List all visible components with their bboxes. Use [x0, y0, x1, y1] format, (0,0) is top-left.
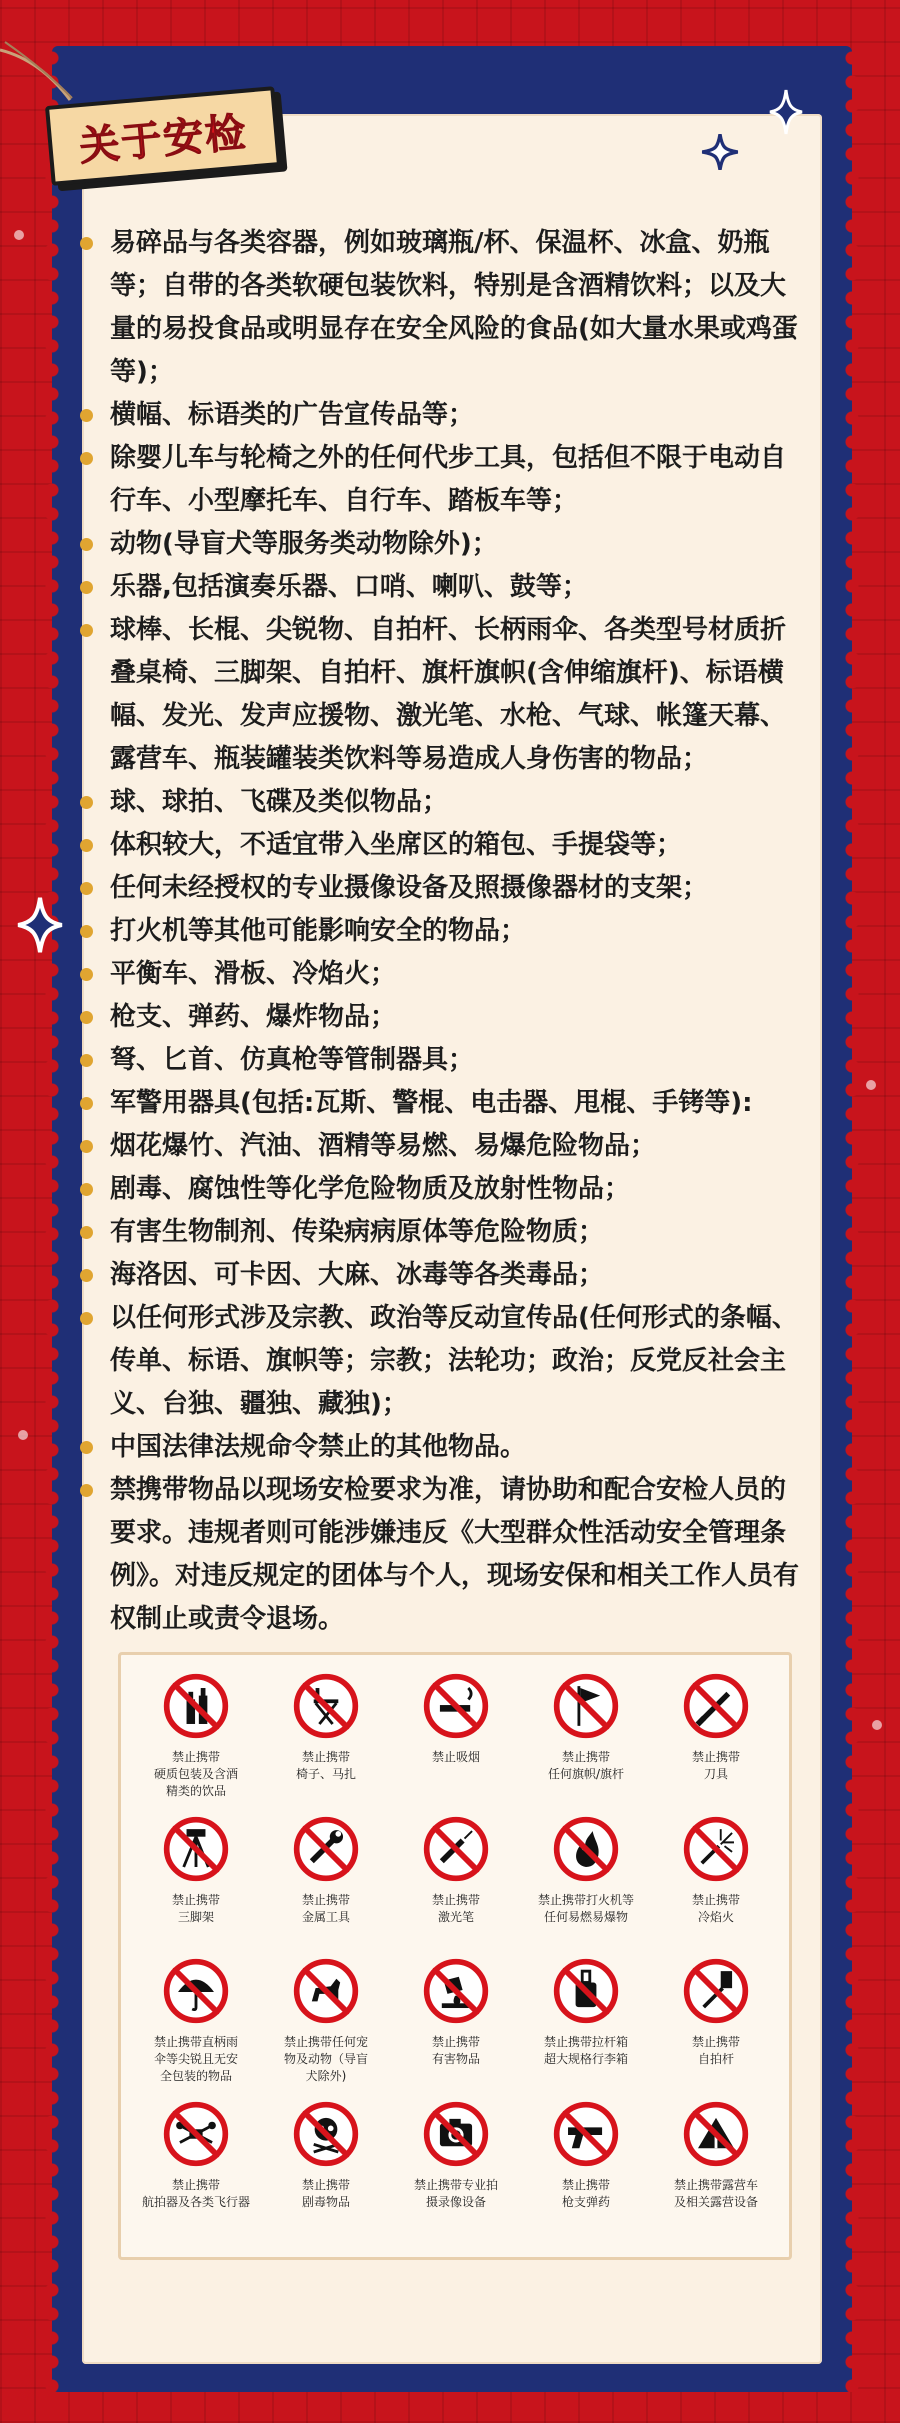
gun-icon	[551, 2099, 621, 2169]
prohibited-sign	[521, 2099, 651, 2242]
sign-caption: 禁止携带 硬质包装及含酒 精类的饮品	[153, 1750, 238, 1798]
prohibited-sign	[391, 1814, 521, 1957]
prohibited-sign	[131, 1671, 261, 1814]
prohibited-sign	[261, 2099, 391, 2242]
prohibited-sign	[131, 2099, 261, 2242]
sign-caption: 禁止携带 有害物品	[431, 2035, 480, 2066]
list-item: 乐器,包括演奏乐器、口哨、喇叭、鼓等；	[92, 566, 807, 609]
list-item: 有害生物制剂、传染病病原体等危险物质；	[92, 1211, 807, 1254]
prohibited-sign	[521, 1814, 651, 1957]
laser-pen-icon	[421, 1814, 491, 1884]
list-item: 烟花爆竹、汽油、酒精等易燃、易爆危险物品；	[92, 1125, 807, 1168]
poison-icon	[291, 2099, 361, 2169]
list-item: 以任何形式涉及宗教、政治等反动宣传品(任何形式的条幅、传单、标语、旗帜等；宗教；法轮功；政治；反党反社会主义、台独、疆独、藏独)；	[92, 1297, 807, 1426]
background-dot	[14, 230, 24, 240]
sign-caption: 禁止携带 三脚架	[171, 1892, 220, 1924]
prohibited-sign	[651, 1956, 781, 2099]
sign-caption: 禁止携带 椅子、马扎	[295, 1750, 356, 1781]
umbrella-icon	[161, 1956, 231, 2026]
sparkle-icon	[700, 132, 740, 172]
sign-caption: 禁止携带 任何旗帜/旗杆	[547, 1750, 625, 1781]
prohibited-sign	[261, 1671, 391, 1814]
sign-caption: 禁止携带打火机等 任何易燃易爆物	[537, 1892, 634, 1924]
prohibited-sign	[521, 1956, 651, 2099]
prohibited-sign	[651, 2099, 781, 2242]
sign-caption: 禁止携带 剧毒物品	[301, 2177, 350, 2209]
background-dot	[18, 1430, 28, 1440]
luggage-icon	[551, 1956, 621, 2026]
sign-caption: 禁止携带 金属工具	[301, 1892, 350, 1924]
list-item: 动物(导盲犬等服务类动物除外)；	[92, 523, 807, 566]
sparkler-icon	[681, 1814, 751, 1884]
sign-caption: 禁止携带专业拍 摄录像设备	[413, 2177, 498, 2209]
cigarette-icon	[421, 1671, 491, 1741]
list-item: 体积较大，不适宜带入坐席区的箱包、手提袋等；	[92, 824, 807, 867]
list-item: 打火机等其他可能影响安全的物品；	[92, 910, 807, 953]
background-dot	[872, 1720, 882, 1730]
prohibited-items-list	[92, 222, 807, 1641]
page-title: 关于安检	[77, 109, 249, 170]
sparkle-icon	[768, 88, 804, 136]
sign-caption: 禁止携带拉杆箱 超大规格行李箱	[543, 2035, 628, 2066]
camera-icon	[421, 2099, 491, 2169]
list-item: 除婴儿车与轮椅之外的任何代步工具，包括但不限于电动自行车、小型摩托车、自行车、踏板车等；	[92, 437, 807, 523]
dog-icon	[291, 1956, 361, 2026]
prohibited-sign	[651, 1814, 781, 1957]
list-item: 球棒、长棍、尖锐物、自拍杆、长柄雨伞、各类型号材质折叠桌椅、三脚架、自拍杆、旗杆旗帜(含伸缩旗杆)、标语横幅、发光、发声应援物、激光笔、水枪、气球、帐篷天幕、露营车、瓶装罐装类饮料等易造成人身伤害的物品；	[92, 609, 807, 781]
list-item: 枪支、弹药、爆炸物品；	[92, 996, 807, 1039]
sign-caption: 禁止携带 刀具	[691, 1750, 740, 1781]
list-item: 横幅、标语类的广告宣传品等；	[92, 394, 807, 437]
list-item: 任何未经授权的专业摄像设备及照摄像器材的支架；	[92, 867, 807, 910]
hazard-liquid-icon	[421, 1956, 491, 2026]
list-item: 平衡车、滑板、冷焰火；	[92, 953, 807, 996]
tent-icon	[681, 2099, 751, 2169]
prohibited-sign	[131, 1956, 261, 2099]
sign-caption: 禁止携带 自拍杆	[691, 2035, 740, 2066]
prohibited-sign	[391, 1956, 521, 2099]
knife-icon	[681, 1671, 751, 1741]
tripod-icon	[161, 1814, 231, 1884]
list-item: 禁携带物品以现场安检要求为准，请协助和配合安检人员的要求。违规者则可能涉嫌违反《大型群众性活动安全管理条例》。对违反规定的团体与个人，现场安保和相关工作人员有权制止或责令退场。	[92, 1469, 807, 1641]
prohibited-sign	[261, 1956, 391, 2099]
wrench-icon	[291, 1814, 361, 1884]
drone-icon	[161, 2099, 231, 2169]
list-item: 球、球拍、飞碟及类似物品；	[92, 781, 807, 824]
sparkle-icon	[14, 895, 66, 955]
sign-caption: 禁止携带 航拍器及各类飞行器	[141, 2177, 250, 2209]
prohibited-sign	[391, 1671, 521, 1814]
prohibited-signs-panel	[118, 1652, 792, 2260]
prohibited-sign	[261, 1814, 391, 1957]
chair-icon	[291, 1671, 361, 1741]
list-item: 剧毒、腐蚀性等化学危险物质及放射性物品；	[92, 1168, 807, 1211]
fire-icon	[551, 1814, 621, 1884]
list-item: 军警用器具(包括:瓦斯、警棍、电击器、甩棍、手铐等):	[92, 1082, 807, 1125]
sign-caption: 禁止携带露营车 及相关露营设备	[673, 2177, 758, 2209]
sign-caption: 禁止携带 枪支弹药	[561, 2177, 610, 2209]
prohibited-sign	[131, 1814, 261, 1957]
flag-icon	[551, 1671, 621, 1741]
sign-caption: 禁止吸烟	[431, 1750, 480, 1764]
prohibited-sign	[391, 2099, 521, 2242]
sign-caption: 禁止携带 激光笔	[431, 1892, 480, 1924]
bottles-icon	[161, 1671, 231, 1741]
selfie-stick-icon	[681, 1956, 751, 2026]
prohibited-signs-grid	[131, 1671, 781, 2241]
sign-caption: 禁止携带 冷焰火	[691, 1892, 740, 1924]
list-item: 弩、匕首、仿真枪等管制器具；	[92, 1039, 807, 1082]
list-item: 易碎品与各类容器，例如玻璃瓶/杯、保温杯、冰盒、奶瓶等；自带的各类软硬包装饮料，特别是含酒精饮料；以及大量的易投食品或明显存在安全风险的食品(如大量水果或鸡蛋等)；	[92, 222, 807, 394]
sign-caption: 禁止携带任何宠 物及动物（导盲 犬除外)	[283, 2035, 368, 2083]
prohibited-sign	[521, 1671, 651, 1814]
list-item: 海洛因、可卡因、大麻、冰毒等各类毒品；	[92, 1254, 807, 1297]
sign-caption: 禁止携带直柄雨 伞等尖锐且无安 全包装的物品	[153, 2035, 238, 2083]
background-dot	[866, 1080, 876, 1090]
prohibited-sign	[651, 1671, 781, 1814]
list-item: 中国法律法规命令禁止的其他物品。	[92, 1426, 807, 1469]
